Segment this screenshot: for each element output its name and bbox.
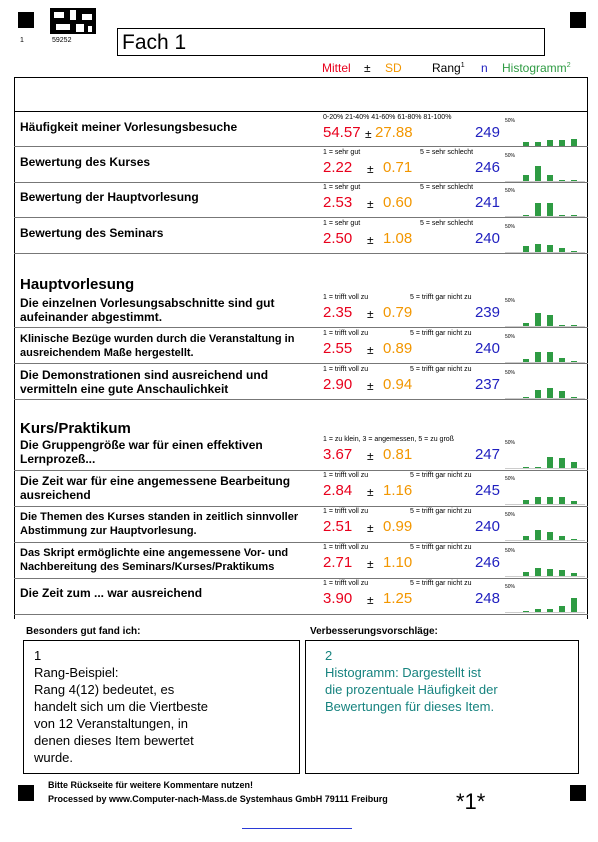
item-scale-left: 1 = trifft voll zu xyxy=(323,580,369,587)
item-n: 248 xyxy=(474,590,500,607)
legend-sd: SD xyxy=(385,61,402,75)
histogram-bar xyxy=(547,609,553,612)
histogram-bar xyxy=(571,215,577,216)
histogram-bar xyxy=(535,568,541,576)
item-plus-minus: ± xyxy=(367,593,374,607)
item-n: 240 xyxy=(474,518,500,535)
legend-n: n xyxy=(481,61,488,75)
item-question: Bewertung der Hauptvorlesung xyxy=(20,190,199,204)
registration-marker-bottom-right xyxy=(570,785,586,801)
legend-rank-label: Rang xyxy=(432,61,461,75)
row-divider xyxy=(14,470,588,471)
item-sd: 0.89 xyxy=(383,340,413,357)
legend-histogram-label: Histogramm xyxy=(502,61,567,75)
item-sd: 1.25 xyxy=(383,590,413,607)
item-scale-right: 5 = trifft gar nicht zu xyxy=(410,366,472,373)
histogram-bar xyxy=(559,358,565,362)
item-n: 247 xyxy=(474,446,500,463)
histogram-bar xyxy=(523,397,529,398)
item-question: Die Themen des Kurses standen in zeitlich sinnvoller Abstimmung zur Hauptvorlesung. xyxy=(20,511,299,537)
item-mean: 2.51 xyxy=(323,518,353,535)
legend-rank xyxy=(432,61,465,75)
histogram-bar xyxy=(559,606,565,612)
legend-pm: ± xyxy=(364,61,371,75)
histogram-bar xyxy=(523,323,529,326)
row-divider xyxy=(14,217,588,218)
item-n: 241 xyxy=(474,194,500,211)
legend-mean: Mittel xyxy=(322,61,351,75)
histogram-bar xyxy=(559,458,565,468)
histogram-bars xyxy=(521,334,583,362)
item-n: 237 xyxy=(474,376,500,393)
item-sd: 1.16 xyxy=(383,482,413,499)
page-title: Fach 1 xyxy=(122,31,187,54)
form-code-icon xyxy=(50,8,96,34)
footer-note: Bitte Rückseite für weitere Kommentare nutzen! xyxy=(48,780,254,790)
histogram-bar xyxy=(547,203,553,216)
histogram-bars xyxy=(521,298,583,326)
histogram-bar xyxy=(571,462,577,468)
item-plus-minus: ± xyxy=(367,162,374,176)
item-mean: 2.55 xyxy=(323,340,353,357)
row-divider xyxy=(14,614,588,615)
histogram-bars xyxy=(521,118,583,146)
item-question: Klinische Bezüge wurden durch die Veranstaltung in ausreichendem Maße hergestellt. xyxy=(20,333,295,359)
item-sd: 0.71 xyxy=(383,159,413,176)
item-n: 245 xyxy=(474,482,500,499)
histogram-bar xyxy=(571,539,577,540)
item-sd: 0.94 xyxy=(383,376,413,393)
item-n: 246 xyxy=(474,159,500,176)
row-divider xyxy=(14,253,588,254)
histogram-bars xyxy=(521,584,583,612)
histogram-bars xyxy=(521,548,583,576)
histogram-bars xyxy=(521,188,583,216)
item-scale-right: 5 = trifft gar nicht zu xyxy=(410,472,472,479)
comment-right-text: 2 Histogramm: Dargestellt ist die prozentuale Häufigkeit der Bewertungen für dieses Item. xyxy=(325,648,498,714)
item-mean: 3.67 xyxy=(323,446,353,463)
histogram-scale-label: 50% xyxy=(505,476,516,482)
item-histogram xyxy=(505,224,585,253)
item-mean: 2.22 xyxy=(323,159,353,176)
item-n: 239 xyxy=(474,304,500,321)
item-question: Die Demonstrationen sind ausreichend und vermitteln eine gute Anschaulichkeit xyxy=(20,368,269,396)
item-histogram xyxy=(505,334,585,363)
item-mean: 2.50 xyxy=(323,230,353,247)
row-divider xyxy=(14,363,588,364)
histogram-bar xyxy=(571,573,577,576)
histogram-scale-label: 50% xyxy=(505,298,516,304)
histogram-bar xyxy=(535,352,541,362)
footer-processed-by: Processed by www.Computer-nach-Mass.de Systemhaus GmbH 79111 Freiburg xyxy=(48,794,388,804)
item-mean: 2.53 xyxy=(323,194,353,211)
item-scale-right: 5 = trifft gar nicht zu xyxy=(410,508,472,515)
item-plus-minus: ± xyxy=(367,485,374,499)
form-id: 59252 xyxy=(52,37,72,44)
item-mean: 3.90 xyxy=(323,590,353,607)
row-divider xyxy=(14,146,588,147)
item-sd: 0.60 xyxy=(383,194,413,211)
item-histogram xyxy=(505,188,585,217)
item-scale-left: 1 = trifft voll zu xyxy=(323,294,369,301)
item-scale-left: 1 = trifft voll zu xyxy=(323,508,369,515)
comment-box-right xyxy=(305,640,579,774)
item-plus-minus: ± xyxy=(367,557,374,571)
item-sd: 0.79 xyxy=(383,304,413,321)
item-question: Die Zeit zum ... war ausreichend xyxy=(20,586,203,600)
item-n: 240 xyxy=(474,340,500,357)
histogram-bar xyxy=(559,497,565,504)
histogram-bar xyxy=(535,497,541,504)
item-histogram xyxy=(505,476,585,505)
title-box xyxy=(117,28,545,56)
item-plus-minus: ± xyxy=(367,449,374,463)
histogram-bar xyxy=(535,530,541,540)
item-plus-minus: ± xyxy=(367,233,374,247)
item-mean: 2.84 xyxy=(323,482,353,499)
histogram-bar xyxy=(535,609,541,612)
item-scale-right: 5 = sehr schlecht xyxy=(420,184,474,191)
histogram-bar xyxy=(535,203,541,216)
item-question: Das Skript ermöglichte eine angemessene Vor- und Nachbereitung des Seminars/Kurses/Praktikums xyxy=(20,547,289,573)
histogram-scale-label: 50% xyxy=(505,584,516,590)
histogram-bar xyxy=(523,175,529,181)
item-histogram xyxy=(505,118,585,147)
histogram-bar xyxy=(559,325,565,326)
comment-left-label: Besonders gut fand ich: xyxy=(26,626,141,637)
histogram-bar xyxy=(547,532,553,540)
page-number: 1 xyxy=(20,37,24,44)
histogram-scale-label: 50% xyxy=(505,188,516,194)
histogram-bar xyxy=(535,467,541,468)
histogram-scale-label: 50% xyxy=(505,512,516,518)
item-n: 249 xyxy=(474,124,500,141)
item-histogram xyxy=(505,548,585,577)
histogram-bar xyxy=(571,397,577,398)
histogram-bar xyxy=(535,313,541,326)
histogram-scale-label: 50% xyxy=(505,334,516,340)
row-divider xyxy=(14,578,588,579)
registration-marker-bottom-left xyxy=(18,785,34,801)
section-kurs-praktikum: Kurs/Praktikum xyxy=(20,420,131,437)
histogram-bar xyxy=(547,315,553,326)
row-divider xyxy=(14,327,588,328)
histogram-bar xyxy=(571,598,577,612)
item-scale-left: 1 = sehr gut xyxy=(323,220,361,227)
histogram-bars xyxy=(521,476,583,504)
item-question: Die Gruppengröße war für einen effektiven Lernprozeß... xyxy=(20,438,263,466)
row-divider xyxy=(14,542,588,543)
histogram-bar xyxy=(547,497,553,504)
histogram-bar xyxy=(523,500,529,504)
histogram-bar xyxy=(559,536,565,540)
legend-histogram xyxy=(502,61,571,75)
histogram-bar xyxy=(535,390,541,398)
item-question: Häufigkeit meiner Vorlesungsbesuche xyxy=(20,120,238,134)
item-sd: 1.10 xyxy=(383,554,413,571)
histogram-scale-label: 50% xyxy=(505,440,516,446)
item-n: 240 xyxy=(474,230,500,247)
item-plus-minus: ± xyxy=(367,197,374,211)
table-top-border xyxy=(14,77,588,78)
section-hauptvorlesung: Hauptvorlesung xyxy=(20,276,135,293)
legend-rank-sup: 1 xyxy=(460,62,465,69)
histogram-bar xyxy=(547,388,553,398)
item-scale-right: 5 = trifft gar nicht zu xyxy=(410,580,472,587)
histogram-bar xyxy=(559,391,565,398)
item-question: Die Zeit war für eine angemessene Bearbeitung ausreichend xyxy=(20,474,291,502)
comment-box-left xyxy=(23,640,300,774)
item-question: Die einzelnen Vorlesungsabschnitte sind gut aufeinander abgestimmt. xyxy=(20,296,275,324)
histogram-bar xyxy=(571,501,577,504)
histogram-bar xyxy=(559,215,565,216)
item-histogram xyxy=(505,584,585,613)
item-scale-left: 1 = trifft voll zu xyxy=(323,330,369,337)
item-scale-left: 1 = sehr gut xyxy=(323,149,361,156)
row-divider xyxy=(14,399,588,400)
histogram-scale-label: 50% xyxy=(505,370,516,376)
item-question: Bewertung des Seminars xyxy=(20,226,164,240)
bottom-rule xyxy=(242,828,352,829)
comment-right-label: Verbesserungsvorschläge: xyxy=(310,626,438,637)
item-scale-right: 5 = sehr schlecht xyxy=(420,220,474,227)
registration-marker-top-left xyxy=(18,12,34,28)
histogram-bar xyxy=(523,359,529,362)
sheet-mark: *1* xyxy=(456,789,486,814)
histogram-bar xyxy=(547,245,553,252)
histogram-bar xyxy=(523,467,529,468)
histogram-bar xyxy=(559,248,565,252)
item-plus-minus: ± xyxy=(367,307,374,321)
histogram-bar xyxy=(523,611,529,612)
row-divider xyxy=(14,182,588,183)
histogram-bar xyxy=(571,325,577,326)
histogram-bar xyxy=(523,572,529,576)
item-scale-left: 1 = trifft voll zu xyxy=(323,366,369,373)
histogram-bars xyxy=(521,440,583,468)
item-plus-minus: ± xyxy=(365,127,372,141)
item-mean: 54.57 xyxy=(323,124,361,141)
item-histogram xyxy=(505,370,585,399)
item-scale-right: 5 = trifft gar nicht zu xyxy=(410,330,472,337)
row-divider xyxy=(14,506,588,507)
histogram-bar xyxy=(523,536,529,540)
registration-marker-top-right xyxy=(570,12,586,28)
table-header-border xyxy=(14,111,588,112)
item-mean: 2.90 xyxy=(323,376,353,393)
histogram-bar xyxy=(571,361,577,362)
item-n: 246 xyxy=(474,554,500,571)
item-scale-right: 5 = trifft gar nicht zu xyxy=(410,294,472,301)
item-sd: 27.88 xyxy=(375,124,413,141)
histogram-bar xyxy=(535,244,541,252)
item-plus-minus: ± xyxy=(367,521,374,535)
histogram-scale-label: 50% xyxy=(505,224,516,230)
item-sd: 1.08 xyxy=(383,230,413,247)
item-histogram xyxy=(505,512,585,541)
item-scale-left: 1 = zu klein, 3 = angemessen, 5 = zu groß xyxy=(323,436,454,443)
item-scale-left: 1 = sehr gut xyxy=(323,184,361,191)
histogram-bar xyxy=(547,569,553,576)
histogram-bar xyxy=(547,457,553,468)
legend-histogram-sup: 2 xyxy=(566,62,571,69)
item-plus-minus: ± xyxy=(367,343,374,357)
histogram-bars xyxy=(521,370,583,398)
item-mean: 2.35 xyxy=(323,304,353,321)
histogram-bar xyxy=(523,246,529,252)
histogram-bar xyxy=(523,215,529,216)
histogram-bars xyxy=(521,512,583,540)
item-mean: 2.71 xyxy=(323,554,353,571)
histogram-bar xyxy=(559,570,565,576)
item-plus-minus: ± xyxy=(367,379,374,393)
histogram-bar xyxy=(571,139,577,146)
item-histogram xyxy=(505,298,585,327)
comment-left-text: 1 Rang-Beispiel: Rang 4(12) bedeutet, es handelt sich um die Viertbeste von 12 Veranstaltungen, in denen dieses Item bewertet wurde. xyxy=(34,648,208,765)
item-histogram xyxy=(505,440,585,469)
item-question: Bewertung des Kurses xyxy=(20,155,151,169)
item-histogram xyxy=(505,153,585,182)
histogram-bar xyxy=(571,251,577,252)
histogram-scale-label: 50% xyxy=(505,118,516,124)
item-scale-left: 0-20% 21-40% 41-60% 61-80% 81-100% xyxy=(323,114,452,121)
histogram-scale-label: 50% xyxy=(505,548,516,554)
histogram-bar xyxy=(547,352,553,362)
item-sd: 0.81 xyxy=(383,446,413,463)
histogram-bars xyxy=(521,224,583,252)
item-scale-right: 5 = trifft gar nicht zu xyxy=(410,544,472,551)
item-sd: 0.99 xyxy=(383,518,413,535)
histogram-bar xyxy=(535,166,541,181)
histogram-bar xyxy=(559,180,565,181)
item-scale-right: 5 = sehr schlecht xyxy=(420,149,474,156)
histogram-bar xyxy=(547,175,553,181)
histogram-scale-label: 50% xyxy=(505,153,516,159)
histogram-bars xyxy=(521,153,583,181)
histogram-bar xyxy=(571,180,577,181)
item-scale-left: 1 = trifft voll zu xyxy=(323,544,369,551)
item-scale-left: 1 = trifft voll zu xyxy=(323,472,369,479)
